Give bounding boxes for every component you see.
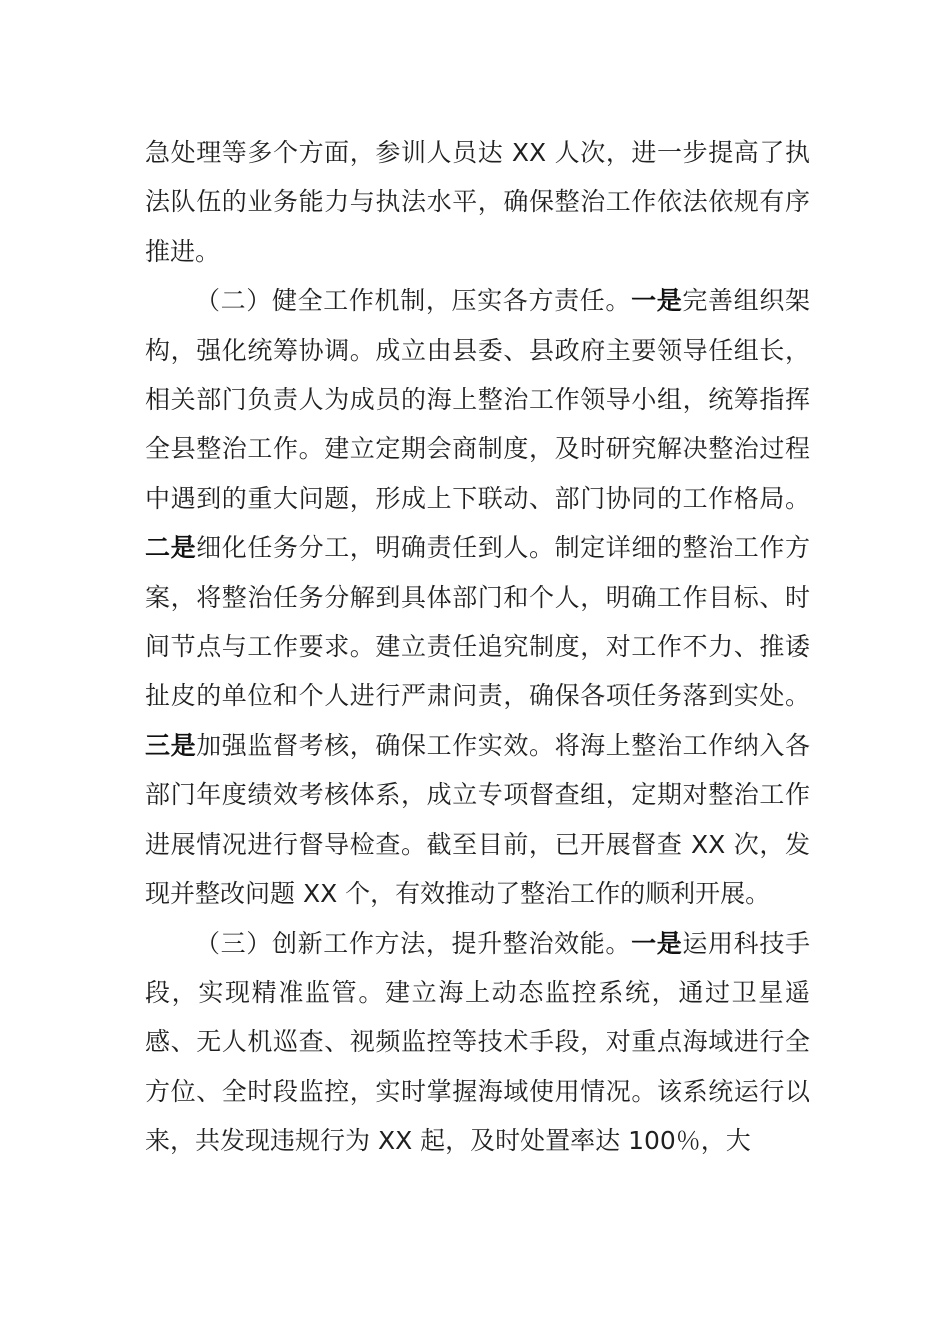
paragraph-text: 急处理等多个方面，参训人员达 XX 人次，进一步提高了执法队伍的业务能力与执法水平，确保整治工作依法依规有序推进。 [145, 138, 810, 266]
section-heading-2: （二）健全工作机制，压实各方责任。 [195, 286, 632, 316]
paragraph-work-mechanism [145, 276, 810, 918]
keyword-first: 一是 [631, 286, 683, 316]
keyword-third: 三是 [145, 730, 197, 760]
body-text [145, 128, 810, 1166]
paragraph-text: 细化任务分工，明确责任到人。制定详细的整治工作方案，将整治任务分解到具体部门和个人，明确工作目标、时间节点与工作要求。建立责任追究制度，对工作不力、推诿扯皮的单位和个人进行严肃问责，确保各项任务落到实处。 [145, 533, 810, 711]
paragraph-work-methods [145, 919, 810, 1166]
keyword-first: 一是 [631, 928, 683, 958]
paragraph-text: 完善组织架构，强化统筹协调。成立由县委、县政府主要领导任组长，相关部门负责人为成员的海上整治工作领导小组，统筹指挥全县整治工作。建立定期会商制度，及时研究解决整治过程中遇到的重大问题，形成上下联动、部门协同的工作格局。 [145, 286, 810, 513]
paragraph-training-continuation [145, 128, 810, 276]
keyword-second: 二是 [145, 533, 197, 563]
paragraph-text: 加强监督考核，确保工作实效。将海上整治工作纳入各部门年度绩效考核体系，成立专项督查组，定期对整治工作进展情况进行督导检查。截至目前，已开展督查 XX 次，发现并整改问题 XX 个，有效推动了整治工作的顺利开展。 [145, 730, 810, 909]
paragraph-text: 运用科技手段，实现精准监管。建立海上动态监控系统，通过卫星遥感、无人机巡查、视频监控等技术手段，对重点海域进行全方位、全时段监控，实时掌握海域使用情况。该系统运行以来，共发现违规行为 XX 起，及时处置率达 100％，大 [145, 928, 810, 1156]
section-heading-3: （三）创新工作方法，提升整治效能。 [195, 928, 632, 958]
